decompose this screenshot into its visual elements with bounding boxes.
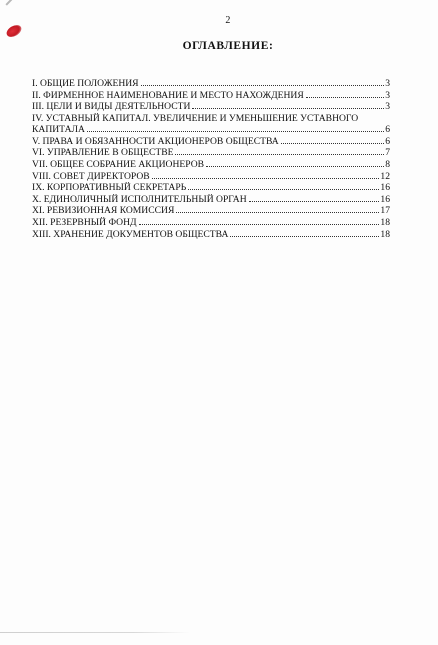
toc-entry-8[interactable] (32, 171, 390, 183)
dot-leader (152, 178, 380, 179)
dot-leader (175, 154, 384, 155)
dot-leader (176, 212, 379, 213)
toc-entry-6[interactable] (32, 147, 390, 159)
toc-entry-title: VII. ОБЩЕЕ СОБРАНИЕ АКЦИОНЕРОВ (32, 158, 205, 170)
toc-entry-10[interactable] (32, 194, 390, 206)
toc-entry-page: 18 (380, 216, 390, 228)
dot-leader (206, 166, 384, 167)
toc-entry-1[interactable] (32, 78, 390, 90)
toc-entry-3[interactable] (32, 101, 390, 113)
toc-entry-title: XIII. ХРАНЕНИЕ ДОКУМЕНТОВ ОБЩЕСТВА (32, 228, 229, 240)
toc-entry-page: 18 (380, 228, 390, 240)
dot-leader (306, 97, 384, 98)
toc-entry-9[interactable] (32, 182, 390, 194)
toc-entry-page: 16 (380, 182, 390, 194)
toc-entry-7[interactable] (32, 159, 390, 171)
staple-mark (5, 0, 30, 5)
dot-leader (281, 143, 385, 144)
toc-entry-title: VIII. СОВЕТ ДИРЕКТОРОВ (32, 170, 150, 182)
toc-entry-2[interactable] (32, 90, 390, 102)
toc-entry-title: IX. КОРПОРАТИВНЫЙ СЕКРЕТАРЬ (32, 182, 187, 194)
scan-edge-line (0, 632, 190, 633)
toc-entry-page: 6 (385, 135, 390, 147)
toc-entry-page: 16 (380, 193, 390, 205)
toc-entry-13[interactable] (32, 229, 390, 241)
toc-entry-title: X. ЕДИНОЛИЧНЫЙ ИСПОЛНИТЕЛЬНЫЙ ОРГАН (32, 193, 247, 205)
toc-entry-page: 7 (385, 147, 390, 159)
toc-entry-page: 12 (380, 170, 390, 182)
toc-entry-page: 3 (385, 78, 390, 89)
toc-entry-title: III. ЦЕЛИ И ВИДЫ ДЕЯТЕЛЬНОСТИ (32, 101, 191, 113)
dot-leader (87, 131, 384, 132)
toc-entry-page: 3 (385, 89, 390, 101)
toc-entry-page: 3 (385, 101, 390, 113)
toc-entry-page: 17 (380, 205, 390, 217)
table-of-contents (32, 78, 390, 240)
toc-entry-4[interactable] (32, 113, 390, 136)
toc-entry-title: II. ФИРМЕННОЕ НАИМЕНОВАНИЕ И МЕСТО НАХОЖДЕНИЯ (32, 89, 304, 101)
page-number: 2 (225, 15, 231, 26)
toc-entry-title: I. ОБЩИЕ ПОЛОЖЕНИЯ (32, 78, 139, 89)
toc-entry-title: XI. РЕВИЗИОННАЯ КОМИССИЯ (32, 205, 175, 217)
dot-leader (249, 201, 380, 202)
toc-entry-11[interactable] (32, 205, 390, 217)
toc-entry-title: VI. УПРАВЛЕНИЕ В ОБЩЕСТВЕ (32, 147, 174, 159)
toc-entry-page: 6 (385, 124, 390, 136)
dot-leader (192, 108, 384, 109)
dot-leader (230, 236, 379, 237)
toc-entry-title: V. ПРАВА И ОБЯЗАННОСТИ АКЦИОНЕРОВ ОБЩЕСТВА (32, 135, 279, 147)
toc-entry-title: IV. УСТАВНЫЙ КАПИТАЛ. УВЕЛИЧЕНИЕ И УМЕНЬШЕНИЕ УСТАВНОГО (32, 112, 359, 124)
toc-heading: ОГЛАВЛЕНИЕ: (182, 40, 274, 52)
dot-leader (139, 224, 380, 225)
toc-entry-page: 8 (385, 158, 390, 170)
dot-leader (188, 189, 379, 190)
toc-entry-12[interactable] (32, 217, 390, 229)
dot-leader (141, 85, 385, 86)
toc-entry-title: XII. РЕЗЕРВНЫЙ ФОНД (32, 216, 137, 228)
toc-entry-title-continued: КАПИТАЛА (32, 124, 85, 136)
toc-entry-5[interactable] (32, 136, 390, 148)
